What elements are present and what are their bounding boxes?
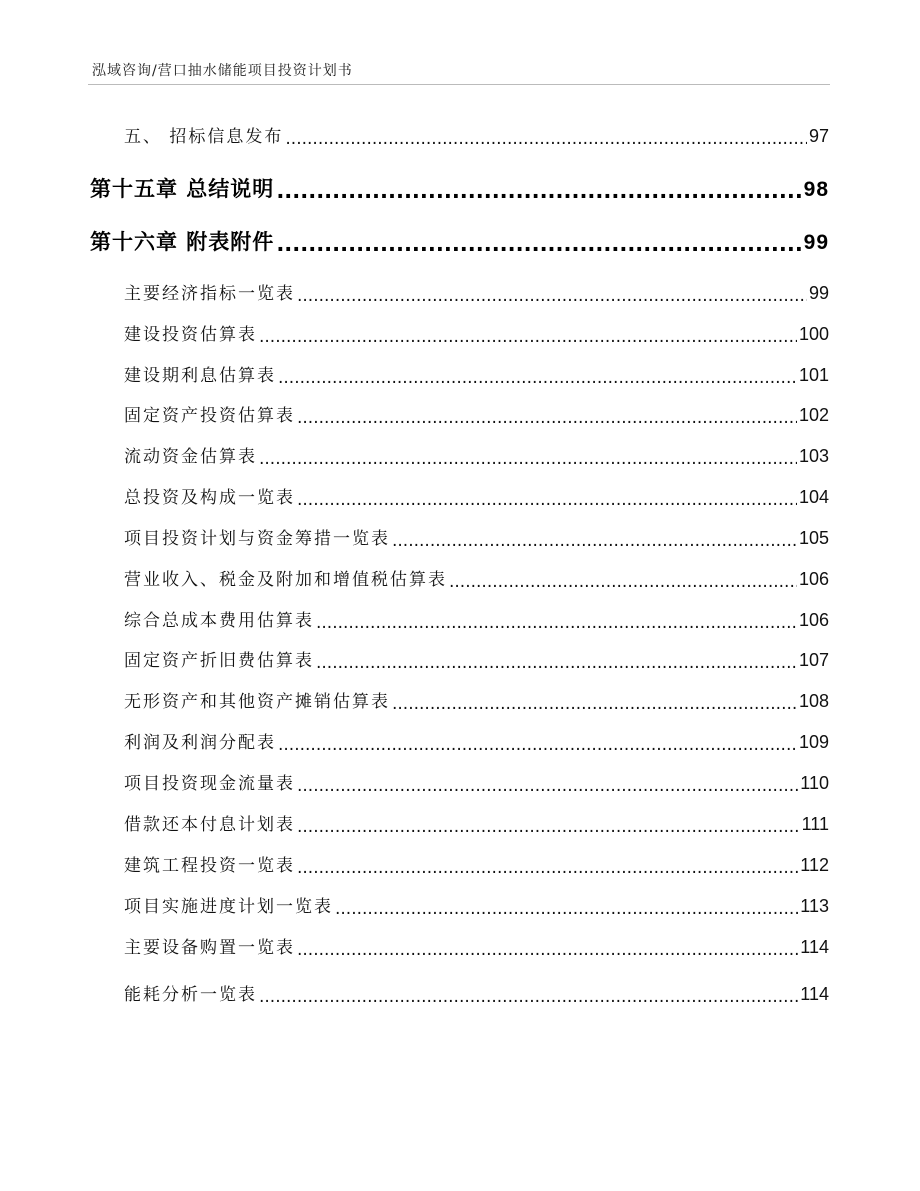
toc-entry-page: 101: [798, 365, 829, 385]
toc-entry-title: 固定资产折旧费估算表: [124, 651, 314, 671]
toc-entry-title: 五、 招标信息发布: [124, 127, 284, 147]
toc-entry[interactable]: [124, 646, 829, 671]
toc-chapter-entry[interactable]: [90, 173, 829, 203]
toc-entry-title: 营业收入、税金及附加和增值税估算表: [124, 570, 447, 590]
toc-entry-page: 114: [800, 937, 829, 957]
toc-entry-title: 利润及利润分配表: [124, 733, 276, 753]
toc-entry-page: 113: [800, 896, 829, 916]
toc-dot-leader: [392, 531, 797, 548]
toc-entry-page: 109: [798, 732, 829, 752]
toc-entry-title: 建筑工程投资一览表: [124, 856, 295, 876]
toc-entry-title: 第十六章 附表附件: [90, 230, 275, 254]
toc-dot-leader: [297, 858, 798, 875]
toc-dot-leader: [297, 286, 807, 303]
toc-entry[interactable]: [124, 320, 829, 345]
toc-entry[interactable]: [124, 769, 829, 794]
toc-dot-leader: [392, 694, 797, 711]
toc-dot-leader: [259, 987, 798, 1004]
toc-entry-title: 借款还本付息计划表: [124, 815, 295, 835]
toc-entry-title: 无形资产和其他资产摊销估算表: [124, 692, 390, 712]
toc-entry[interactable]: [124, 851, 829, 876]
toc-chapter-entry[interactable]: [90, 226, 829, 256]
toc-entry[interactable]: [124, 565, 829, 590]
toc-dot-leader: [297, 490, 797, 507]
toc-dot-leader: [297, 940, 798, 957]
toc-entry-title: 项目投资计划与资金筹措一览表: [124, 529, 390, 549]
toc-entry-page: 110: [800, 773, 829, 793]
toc-entry-page: 97: [808, 126, 829, 146]
toc-dot-leader: [276, 232, 801, 253]
toc-dot-leader: [259, 449, 797, 466]
toc-entry-page: 105: [798, 528, 829, 548]
toc-dot-leader: [259, 327, 797, 344]
toc-entry-page: 114: [800, 984, 829, 1004]
toc-entry-title: 项目实施进度计划一览表: [124, 897, 333, 917]
toc-entry[interactable]: [124, 122, 829, 147]
toc-entry-page: 99: [803, 231, 829, 254]
toc-entry[interactable]: [124, 810, 829, 835]
toc-entry[interactable]: [124, 892, 829, 917]
toc-entry[interactable]: [124, 442, 829, 467]
toc-entry-title: 流动资金估算表: [124, 447, 257, 467]
header-divider: [88, 84, 830, 85]
toc-entry-page: 107: [798, 650, 829, 670]
toc-entry-page: 102: [798, 405, 829, 425]
toc-entry[interactable]: [124, 687, 829, 712]
toc-entry-page: 106: [798, 610, 829, 630]
toc-dot-leader: [335, 899, 798, 916]
toc-entry-page: 98: [803, 178, 829, 201]
toc-entry[interactable]: [124, 401, 829, 426]
toc-entry[interactable]: [124, 361, 829, 386]
toc-entry-page: 100: [798, 324, 829, 344]
toc-dot-leader: [278, 368, 797, 385]
toc-entry[interactable]: [124, 728, 829, 753]
toc-entry[interactable]: [124, 524, 829, 549]
toc-entry[interactable]: [124, 933, 829, 958]
toc-entry-page: 103: [798, 446, 829, 466]
toc-dot-leader: [316, 653, 797, 670]
toc-entry-page: 104: [798, 487, 829, 507]
toc-dot-leader: [297, 776, 798, 793]
toc-entry-title: 总投资及构成一览表: [124, 488, 295, 508]
toc-entry-title: 第十五章 总结说明: [90, 177, 275, 201]
running-header: 泓域咨询/营口抽水储能项目投资计划书: [92, 63, 353, 79]
toc-entry-page: 99: [808, 283, 829, 303]
toc-dot-leader: [285, 129, 807, 146]
toc-entry[interactable]: [124, 606, 829, 631]
toc-dot-leader: [276, 179, 801, 200]
toc-entry[interactable]: [124, 980, 829, 1005]
toc-entry-title: 主要设备购置一览表: [124, 938, 295, 958]
toc-entry-title: 建设期利息估算表: [124, 366, 276, 386]
toc-entry-title: 能耗分析一览表: [124, 985, 257, 1005]
toc-dot-leader: [278, 735, 797, 752]
toc-entry-title: 项目投资现金流量表: [124, 774, 295, 794]
toc-entry-title: 主要经济指标一览表: [124, 284, 295, 304]
toc-entry-page: 112: [800, 855, 829, 875]
toc-entry-page: 106: [798, 569, 829, 589]
toc-entry-title: 综合总成本费用估算表: [124, 611, 314, 631]
toc-entry-title: 建设投资估算表: [124, 325, 257, 345]
toc-dot-leader: [449, 572, 797, 589]
toc-entry-title: 固定资产投资估算表: [124, 406, 295, 426]
toc-dot-leader: [316, 613, 797, 630]
toc-dot-leader: [297, 817, 800, 834]
toc-entry[interactable]: [124, 483, 829, 508]
toc-dot-leader: [297, 408, 797, 425]
toc-entry-page: 111: [801, 814, 829, 834]
toc-entry-page: 108: [798, 691, 829, 711]
toc-entry[interactable]: [124, 279, 829, 304]
